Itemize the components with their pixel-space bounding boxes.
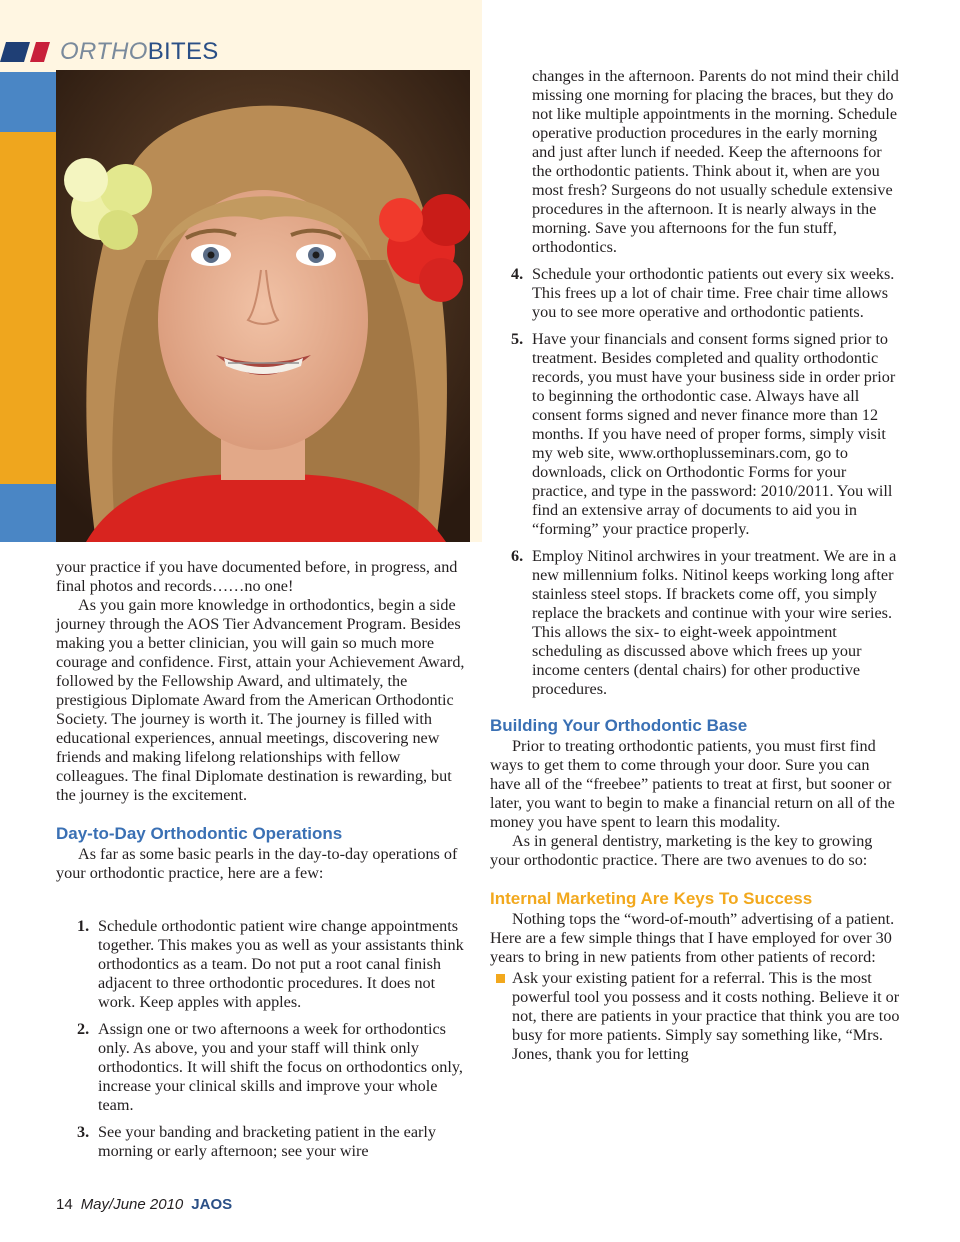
section-title [60, 38, 219, 66]
list-item [490, 969, 904, 1064]
list-item-number: 3. [77, 1123, 90, 1141]
list-item-number: 6. [511, 547, 524, 565]
continued-list-item-text: changes in the afternoon. Parents do not mind their child missing one morning for placing the braces, but they do not like multiple appointments in the morning. Schedule operative production procedures in the early morning and just after lunch if needed. Keep the afternoons for the orthodontic patients. Think about it, when are you most fresh? Surgeons do not usually schedule extensive procedures in the afternoon. It is nearly always in the morning. Save you afternoons for the fun stuff, orthodontics. [532, 67, 899, 256]
issue-date: May/June 2010 [80, 1196, 184, 1213]
list-item-number: 4. [511, 265, 524, 283]
journey-paragraph: As you gain more knowledge in orthodontics, begin a side journey through the AOS Tier Advancement Program. Besides making you a better clinician, you will gain so much more courage and confidence. First, attain your Achievement Award, followed by the Fellowship Award, and ultimately, the prestigious Diplomate Award from the American Orthodontic Society. The journey is worth it. The journey is filled with educational experiences, annual meetings, discovering new friends and making lifelong relationships with fellow colleagues. The final Diplomate destination is rewarding, but the journey is the excitement. [56, 596, 465, 804]
list-item-text: See your banding and bracketing patient in the early morning or early afternoon; see your wire [98, 1123, 437, 1160]
list-item-text: Assign one or two afternoons a week for orthodontics only. As above, you and your staff will think only orthodontics. It will shift the focus on orthodontics only, increase your clinical skills and improve your whole team. [98, 1020, 463, 1114]
base-paragraph-1: Prior to treating orthodontic patients, you must first find ways to get them to come through your door. Sure you can have all of the “freebee” patients to treat at first, but sooner or later, you want to begin to make a financial return on all of the money you have spent to learn this modality. [490, 737, 895, 831]
list-item-number: 1. [77, 917, 90, 935]
bullet-square-icon [496, 974, 505, 983]
list-item-text: Employ Nitinol archwires in your treatment. We are in a new millennium folks. Nitinol keeps working long after stainless steel stops. If brackets come off, you simply replace the brackets and continue with your wire series. This allows the six- to eight-week appointment scheduling as discussed above which frees up your income centers (dental chairs) for other productive procedures. [532, 547, 897, 698]
operations-list-continued [490, 265, 904, 699]
internal-paragraph: Nothing tops the “word-of-mouth” advertising of a patient. Here are a few simple things that I have employed for over 30 years to bring in new patients from other patients of record: [490, 910, 895, 966]
internal-marketing-list [490, 969, 904, 1064]
side-color-bar-orange [0, 132, 56, 484]
operations-list [56, 917, 470, 1161]
page-number: 14 [56, 1196, 73, 1213]
list-item-number: 2. [77, 1020, 90, 1038]
base-paragraph-2: As in general dentistry, marketing is the key to growing your orthodontic practice. There are two avenues to do so: [490, 832, 873, 869]
list-item [490, 547, 904, 699]
section-title-light: ORTHO [60, 38, 148, 65]
list-item [490, 265, 904, 322]
heading-building-base: Building Your Orthodontic Base [490, 716, 748, 735]
left-text-column [56, 558, 470, 1161]
side-color-bar-blue-top [0, 72, 56, 132]
list-item-text: Schedule your orthodontic patients out every six weeks. This frees up a lot of chair time. Free chair time allows you to see more operative and orthodontic patients. [532, 265, 895, 321]
right-text-column [490, 67, 904, 1064]
page-footer [56, 1196, 232, 1213]
heading-day-to-day-operations: Day-to-Day Orthodontic Operations [56, 824, 343, 843]
list-item-text: Have your financials and consent forms signed prior to treatment. Besides completed and quality orthodontic records, you must have your business side in order prior to beginning the orthodontic case. Always have all consent forms signed and never finance more than 12 months. If you have need of proper forms, simply visit my web site, www.orthoplusseminars.com, go to downloads, click on Orthodontic Forms for your practice, and type in the password: 2010/2011. You will find an extensive array of documents to aid you in “forming” your practice properly. [532, 330, 896, 538]
heading-internal-marketing: Internal Marketing Are Keys To Success [490, 889, 813, 908]
list-item-number: 5. [511, 330, 524, 348]
list-item [56, 1123, 470, 1161]
list-item [56, 1020, 470, 1115]
list-item [490, 330, 904, 539]
section-title-bold: BITES [147, 38, 219, 65]
intro-paragraph: your practice if you have documented before, in progress, and final photos and records……no one! [56, 558, 458, 595]
list-item-text: Schedule orthodontic patient wire change appointments together. This makes you as well as your assistants think orthodontics as a team. Do not put a root canal finish adjacent to three orthodontic procedures. It does not work. Keep apples with apples. [98, 917, 464, 1011]
section-header [0, 36, 219, 68]
portrait-photo [56, 70, 470, 542]
slash-logo-icon [0, 42, 52, 62]
list-item-text: Ask your existing patient for a referral. This is the most powerful tool you possess and it costs nothing. Believe it or not, there are patients in your practice that think you are too busy for more patients. Simply say something like, “Mrs. Jones, thank you for letting [512, 969, 900, 1063]
operations-intro-paragraph: As far as some basic pearls in the day-to-day operations of your orthodontic practice, here are a few: [56, 845, 458, 882]
journal-name: JAOS [191, 1196, 233, 1213]
photo-of-smiling-girl-icon [56, 70, 470, 542]
list-item [56, 917, 470, 1012]
side-color-bar-blue-bottom [0, 484, 56, 542]
